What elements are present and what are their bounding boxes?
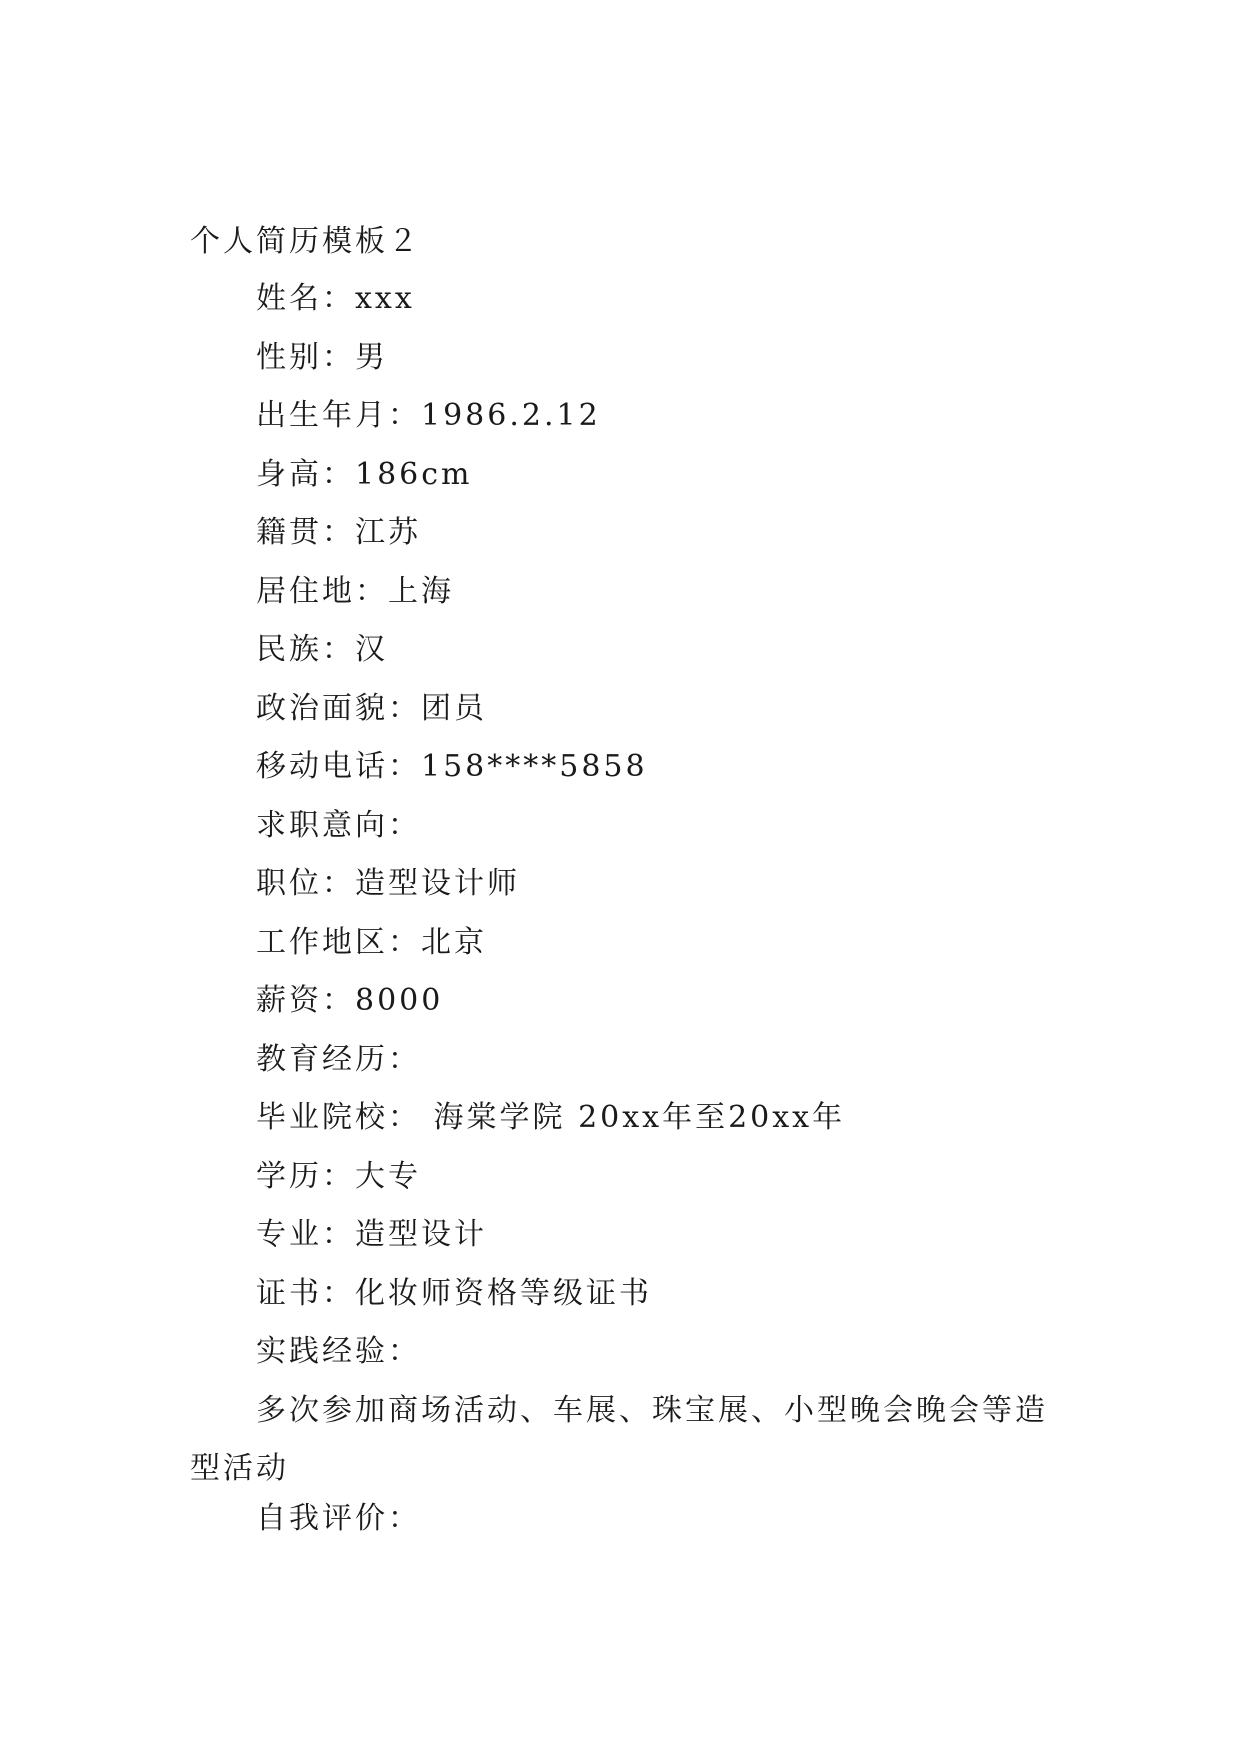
- practice-heading: 实践经验：: [256, 1334, 421, 1369]
- degree-line: 学历：大专: [256, 1158, 421, 1194]
- salary-line: 薪资：8000: [256, 983, 444, 1018]
- document-title: 个人简历模板２: [190, 224, 421, 259]
- mobile-phone-line: 移动电话：158****5858: [256, 749, 648, 784]
- education-heading: 教育经历：: [256, 1041, 421, 1077]
- residence-line: 居住地：上海: [256, 573, 454, 609]
- resume-content: [190, 279, 1070, 1557]
- height-line: 身高：186cm: [256, 456, 473, 492]
- major-line: 专业：造型设计: [256, 1217, 487, 1252]
- ethnicity-line: 民族：汉: [256, 632, 388, 667]
- native-place-line: 籍贯：江苏: [256, 515, 421, 550]
- certificate-line: 证书：化妆师资格等级证书: [256, 1275, 652, 1311]
- school-line: 毕业院校： 海棠学院 20xx年至20xx年: [256, 1100, 846, 1135]
- birth-date-line: 出生年月：1986.2.12: [256, 398, 601, 433]
- position-line: 职位：造型设计师: [256, 866, 520, 901]
- job-intention-heading: 求职意向：: [256, 807, 421, 843]
- self-evaluation-heading: 自我评价：: [256, 1500, 421, 1536]
- practice-paragraph: 多次参加商场活动、车展、珠宝展、小型晚会晚会等造型活动: [190, 1392, 1048, 1486]
- name-line: 姓名：xxx: [256, 281, 415, 316]
- gender-line: 性别：男: [256, 339, 388, 375]
- political-status-line: 政治面貌：团员: [256, 690, 487, 726]
- work-area-line: 工作地区：北京: [256, 924, 487, 960]
